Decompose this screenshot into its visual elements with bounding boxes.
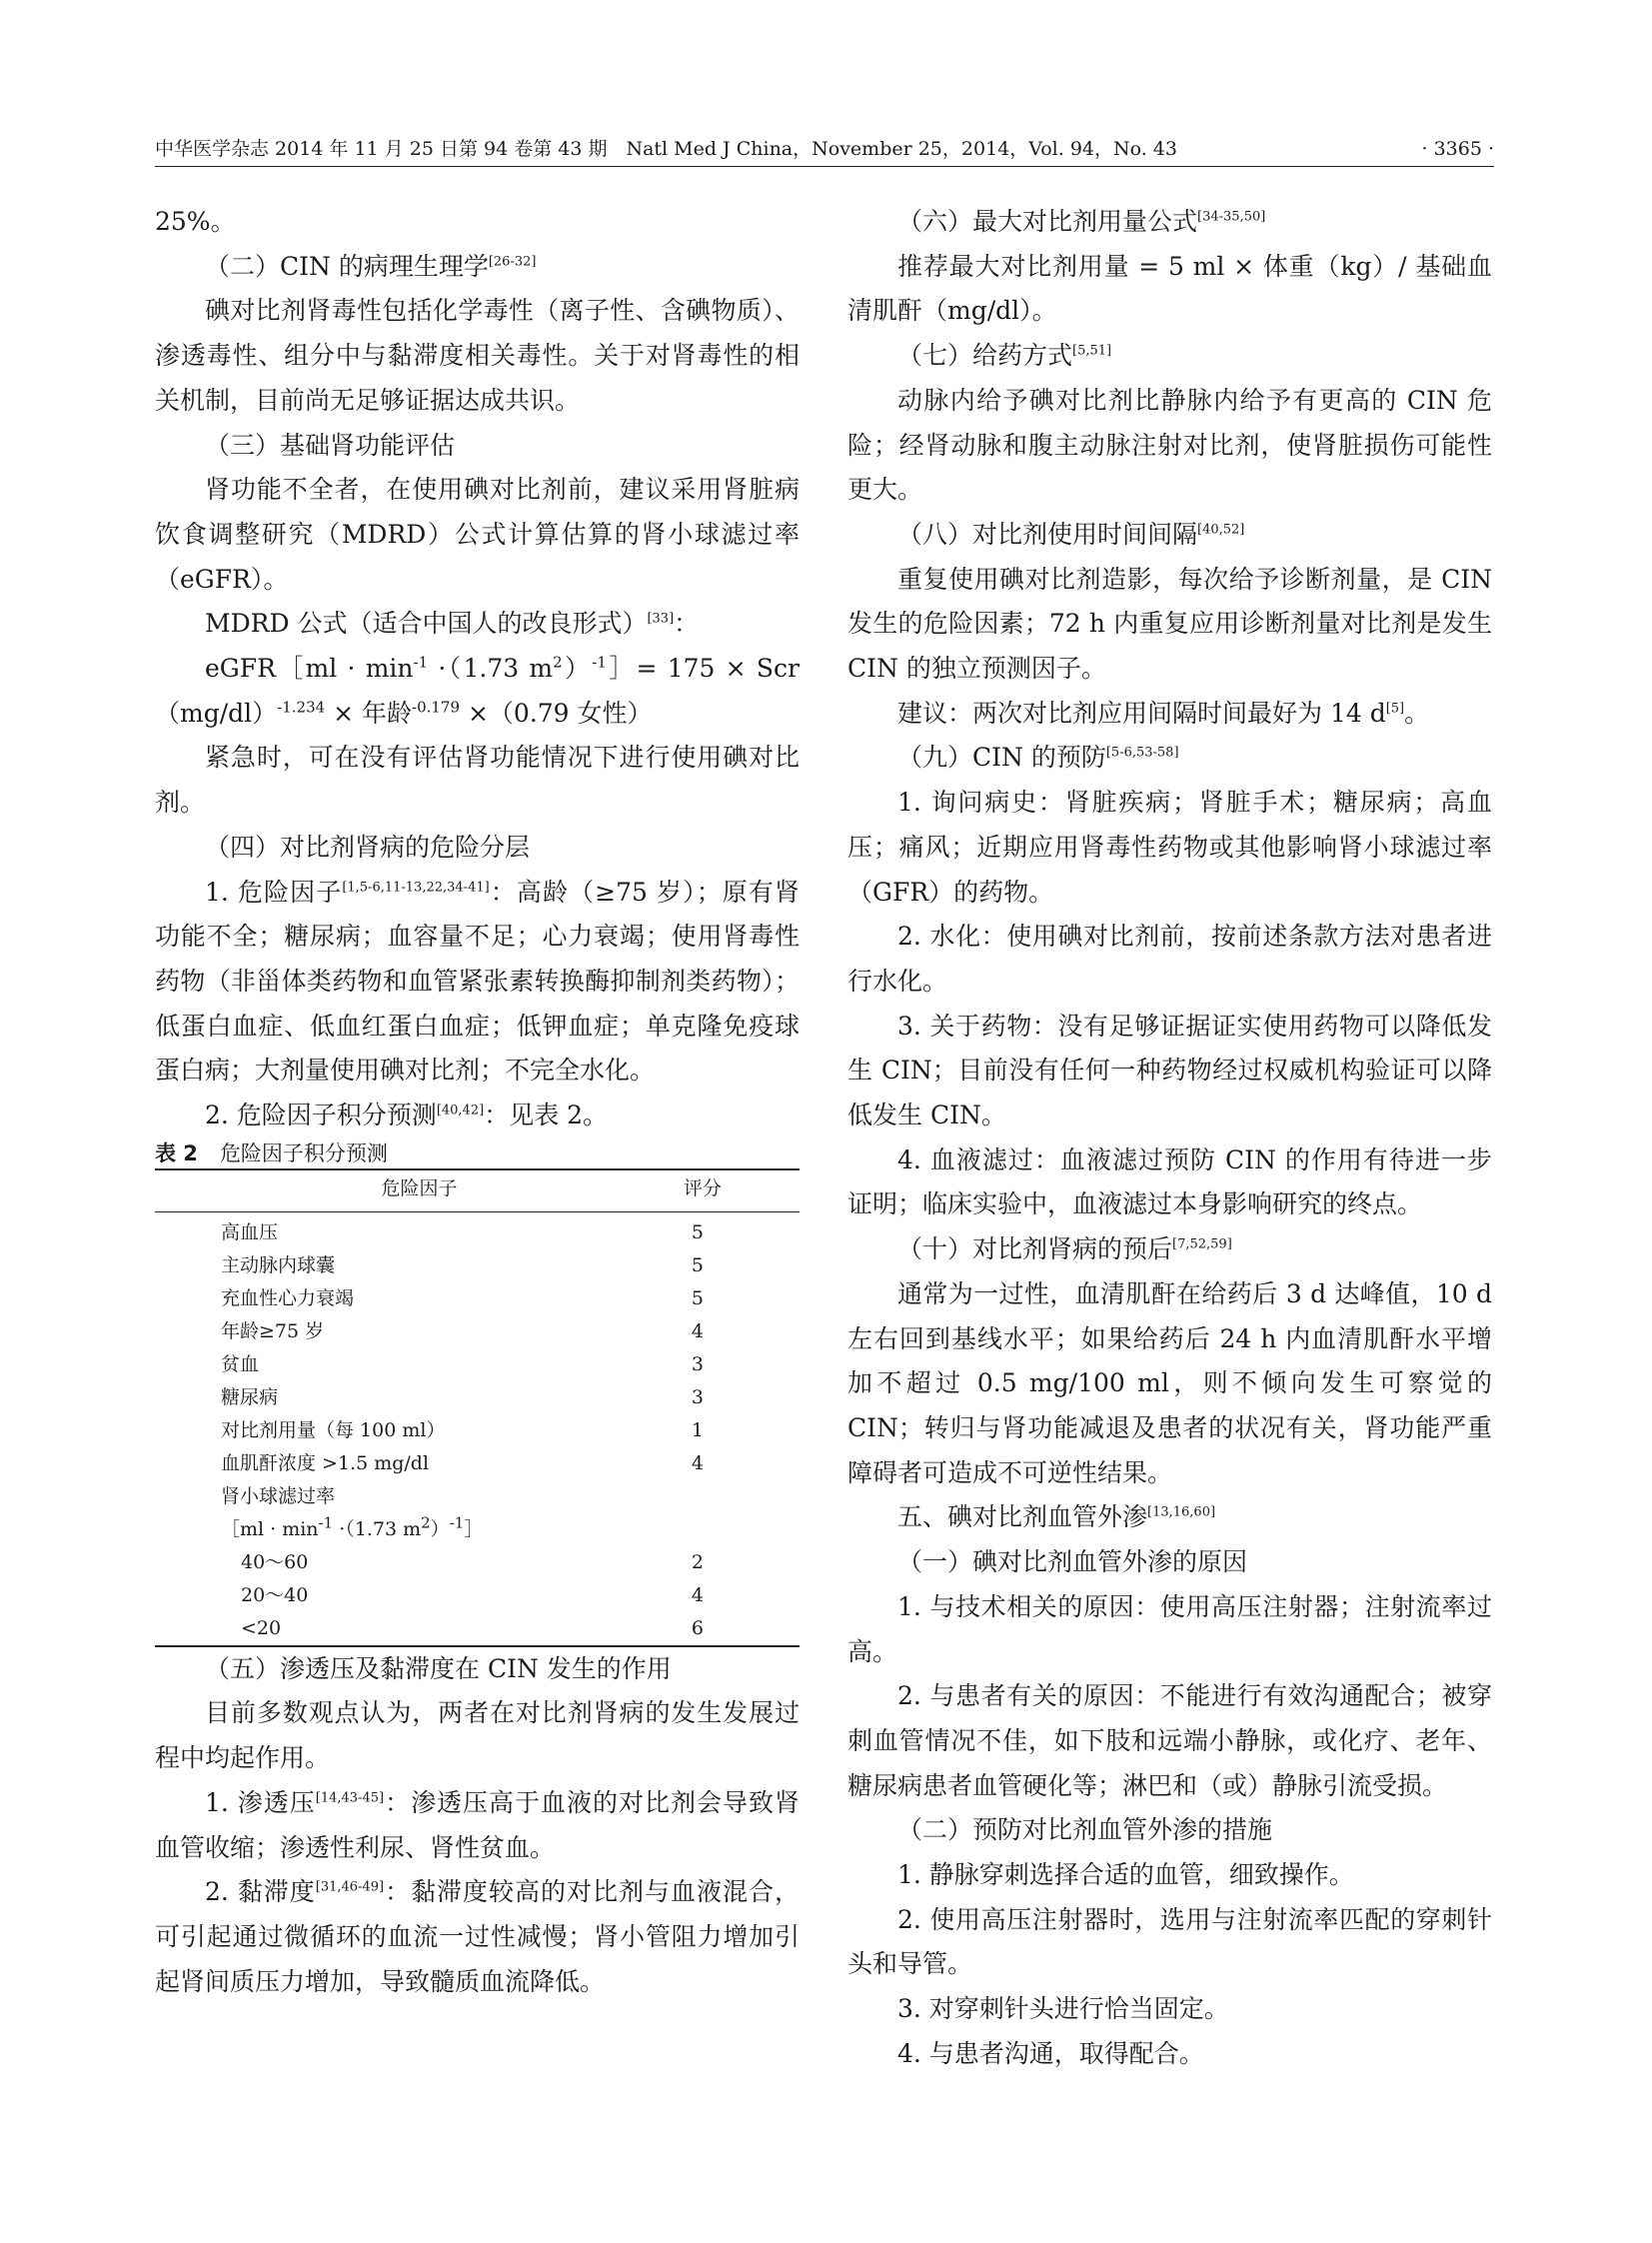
table-row: 糖尿病 3 [221,1385,704,1408]
subsection-heading: （二）预防对比剂血管外渗的措施 [897,1815,1273,1845]
table-caption: 表 2 危险因子积分预测 [155,1140,388,1165]
formula-heading: MDRD 公式（适合中国人的改良形式）[33]： [205,609,700,639]
table-row: 充血性心力衰竭 5 [221,1286,704,1309]
paragraph: 3. 关于药物：没有足够证据证实使用药物可以降低发生 CIN；目前没有任何一种药物经过权威机构验证可以降低发生 CIN。 [847,1011,1492,1130]
paragraph: 1. 危险因子[1,5-6,11-13,22,34-41]：高龄（≥75 岁）；原有肾功能不全；糖尿病；血容量不足；心力衰竭；使用肾毒性药物（非甾体类药物和血管紧张素转换酶抑制剂类药物）；低蛋白血症、低血红蛋白血症；低钾血症；单克隆免疫球蛋白病；大剂量使用碘对比剂；不完全水化。 [155,877,800,1086]
left-column [155,200,800,2004]
section-heading: （九）CIN 的预防[5-6,53-58] [897,743,1179,773]
table-row: ［ml · $\min^{-1} \cdot(1.73$ $m^2)^{-1}]$ [221,1513,484,1540]
citation: [5,51] [1072,343,1112,359]
table-row: <20 6 [241,1616,704,1639]
section-heading: （三）基础肾功能评估 [205,430,456,460]
paragraph: 4. 与患者沟通，取得配合。 [897,2038,1204,2068]
paragraph: 推荐最大对比剂用量 = 5 ml × 体重（kg）/ 基础血清肌酐（mg/dl）。 [847,251,1492,326]
section-heading: （八）对比剂使用时间间隔[40,52] [897,519,1245,549]
citation: [40,52] [1197,522,1245,538]
paragraph: 1. 与技术相关的原因：使用高压注射器；注射流率过高。 [847,1591,1492,1666]
paragraph: 2. 使用高压注射器时，选用与注射流率匹配的穿刺针头和导管。 [847,1904,1492,1979]
paragraph: 通常为一过性，血清肌酐在给药后 3 d 达峰值，10 d 左右回到基线水平；如果给药后 24 h 内血清肌酐水平增加不超过 0.5 mg/100 ml，则不倾向发生可察觉的 CIN；转归与肾功能减退及患者的状况有关，肾功能严重障碍者可造成不可逆性结果。 [847,1278,1492,1487]
paragraph: 动脉内给予碘对比剂比静脉内给予有更高的 CIN 危险；经肾动脉和腹主动脉注射对比剂，使肾脏损伤可能性更大。 [847,385,1492,505]
table-header-factor: 危险因子 [155,1169,684,1212]
citation: [13,16,60] [1147,1505,1216,1521]
risk-score-table [155,1168,800,1647]
citation: [1,5-6,11-13,22,34-41] [342,880,490,896]
paragraph: 1. 渗透压[14,43-45]：渗透压高于血液的对比剂会导致肾血管收缩；渗透性利尿、肾性贫血。 [155,1787,800,1862]
section-heading: （七）给药方式[5,51] [897,341,1112,371]
paragraph: 肾功能不全者，在使用碘对比剂前，建议采用肾脏病饮食调整研究（MDRD）公式计算估算的肾小球滤过率（eGFR）。 [155,475,800,594]
citation: [7,52,59] [1172,1236,1232,1252]
paragraph: 紧急时，可在没有评估肾功能情况下进行使用碘对比剂。 [155,743,800,818]
page-number: · 3365 · [1421,138,1494,160]
mdrd-formula: eGFR［ml · $\min^{-1} \cdot(1.73$ $m^2)^{-1}]= 175 \times Scr(mg/dl)^{-1.234}$ × 年龄$^{-0.179}$ ×（0.79 女性） [155,653,800,728]
section-heading: （四）对比剂肾病的危险分层 [205,832,531,862]
table-row: 主动脉内球囊 5 [221,1253,704,1276]
table-row: 年龄≥75 岁 4 [221,1319,704,1342]
paragraph: 1. 询问病史：肾脏疾病；肾脏手术；糖尿病；高血压；痛风；近期应用肾毒性药物或其他影响肾小球滤过率（GFR）的药物。 [847,788,1492,907]
running-header [155,132,1494,166]
journal-citation: 中华医学杂志 2014 年 11 月 25 日第 94 卷第 43 期 Natl Med J China，November 25，2014，Vol. 94，No. 43 [155,138,1177,160]
citation: [5] [1385,701,1405,717]
paragraph: 1. 静脉穿刺选择合适的血管，细致操作。 [897,1860,1354,1890]
table-header-score: 评分 [684,1169,800,1212]
right-column [847,200,1492,2077]
paragraph: 重复使用碘对比剂造影，每次给予诊断剂量，是 CIN 发生的危险因素；72 h 内重复应用诊断剂量对比剂是发生 CIN 的独立预测因子。 [847,564,1492,684]
paragraph: 4. 血液滤过：血液滤过预防 CIN 的作用有待进一步证明；临床实验中，血液滤过本身影响研究的终点。 [847,1144,1492,1219]
section-heading: （五）渗透压及黏滞度在 CIN 发生的作用 [205,1653,672,1683]
paragraph: 2. 与患者有关的原因：不能进行有效沟通配合；被穿刺血管情况不佳，如下肢和远端小静脉，或化疗、老年、糖尿病患者血管硬化等；淋巴和（或）静脉引流受损。 [847,1681,1492,1800]
citation: [40,42] [436,1103,485,1119]
table-row: 高血压 5 [221,1220,704,1243]
paragraph: 建议：两次对比剂应用间隔时间最好为 14 d[5]。 [897,698,1430,728]
table-row: 血肌酐浓度 >1.5 mg/dl 4 [221,1451,704,1474]
table-label: 表 2 [155,1140,198,1165]
citation: [33] [647,612,675,627]
table-row: 贫血 3 [221,1352,704,1375]
paragraph: 目前多数观点认为，两者在对比剂肾病的发生发展过程中均起作用。 [155,1698,800,1773]
section-heading: （十）对比剂肾病的预后[7,52,59] [897,1234,1232,1264]
section-heading: （二）CIN 的病理生理学[26-32] [205,251,537,281]
paragraph: 2. 危险因子积分预测[40,42]：见表 2。 [205,1101,609,1130]
paragraph: 2. 黏滞度[31,46-49]：黏滞度较高的对比剂与血液混合，可引起通过微循环的血流一过性减慢；肾小管阻力增加引起肾间质压力增加，导致髓质血流降低。 [155,1877,800,1996]
citation: [34-35,50] [1197,209,1266,225]
section-heading: 五、碘对比剂血管外渗[13,16,60] [897,1502,1216,1532]
citation: [5-6,53-58] [1105,746,1179,762]
citation: [31,46-49] [315,1879,385,1895]
table-row: 肾小球滤过率 [221,1484,336,1507]
subsection-heading: （一）碘对比剂血管外渗的原因 [897,1547,1248,1577]
citation: [26-32] [488,254,537,270]
citation: [14,43-45] [315,1790,385,1806]
paragraph: 碘对比剂肾毒性包括化学毒性（离子性、含碘物质）、渗透毒性、组分中与黏滞度相关毒性。关于对肾毒性的相关机制，目前尚无足够证据达成共识。 [155,296,800,415]
paragraph: 25%。 [155,207,236,236]
table-row: 对比剂用量（每 100 ml） 1 [221,1418,704,1441]
header-rule [155,166,1494,167]
paragraph: 3. 对穿刺针头进行恰当固定。 [897,1994,1229,2024]
table-row: 40～60 2 [241,1550,704,1573]
paragraph: 2. 水化：使用碘对比剂前，按前述条款方法对患者进行水化。 [847,922,1492,996]
table-row: 20～40 4 [241,1583,704,1606]
section-heading: （六）最大对比剂用量公式[34-35,50] [897,207,1266,236]
